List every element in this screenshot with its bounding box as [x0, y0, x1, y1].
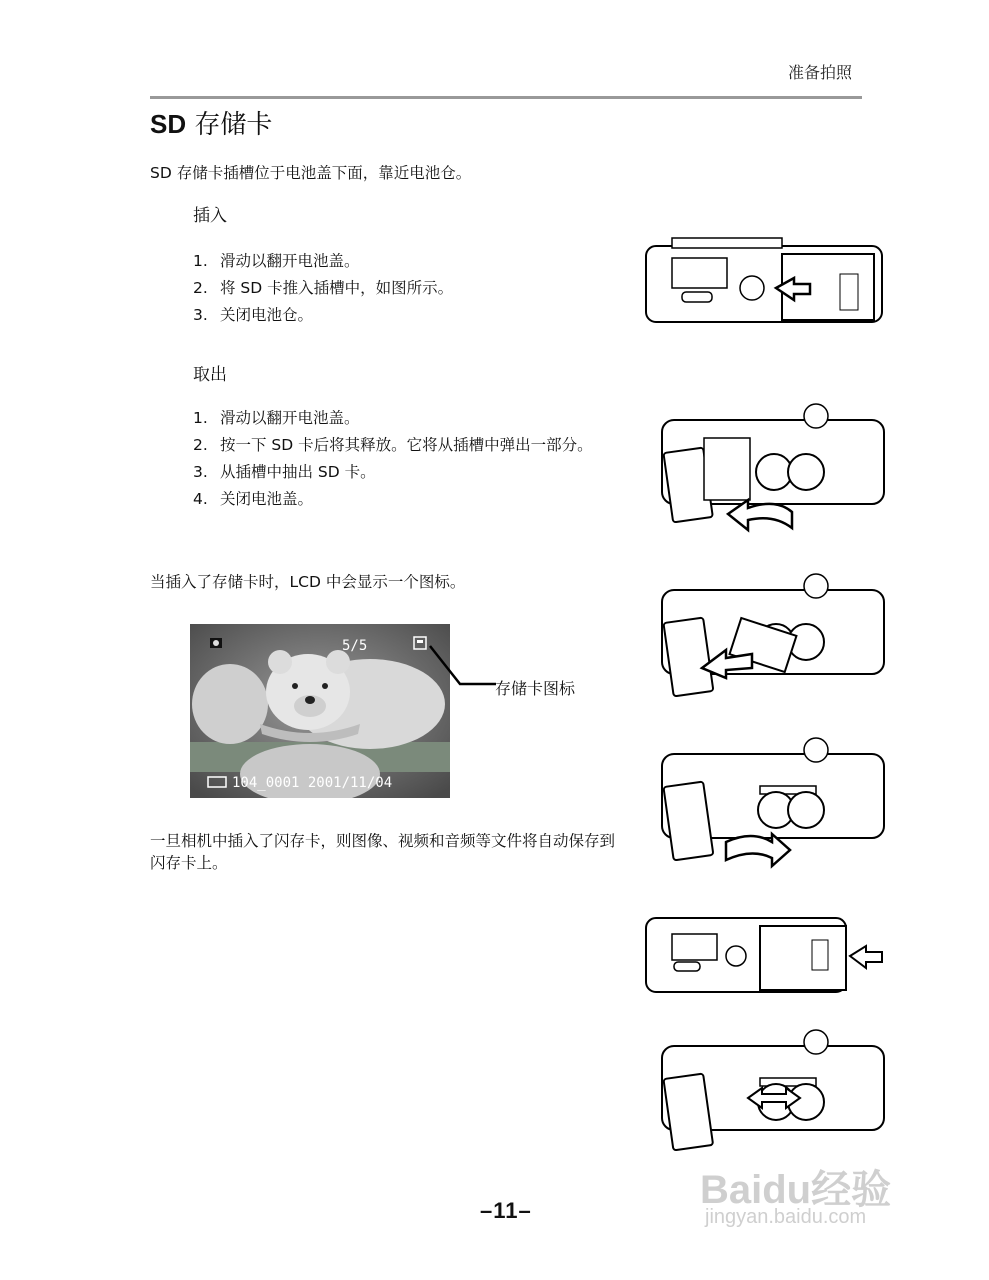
list-item: 2. 按一下 SD 卡后将其释放。它将从插槽中弹出一部分。 — [193, 436, 593, 454]
lcd-counter: 5/5 — [342, 638, 368, 654]
insert-heading: 插入 — [193, 206, 227, 226]
list-item: 3. 从插槽中抽出 SD 卡。 — [193, 463, 376, 481]
remove-steps — [193, 407, 625, 515]
section-title — [150, 104, 272, 141]
watermark-url: jingyan.baidu.com — [705, 1206, 867, 1228]
lcd-preview-graphic — [190, 624, 450, 798]
running-header: 准备拍照 — [788, 63, 853, 82]
header-rule — [150, 96, 862, 99]
camera-card-inserted-illustration — [656, 736, 888, 872]
callout-leader-line — [420, 640, 500, 690]
watermark-logo: Baidu经验 — [700, 1168, 892, 1212]
camera-card-insert-illustration — [656, 572, 888, 702]
list-item: 3. 关闭电池仓。 — [193, 306, 314, 324]
lcd-preview-image — [190, 624, 450, 798]
list-item: 4. 关闭电池盖。 — [193, 490, 314, 508]
camera-back-close-illustration — [642, 912, 888, 998]
camera-remove-illustration — [656, 402, 888, 540]
camera-back-insert-illustration — [642, 236, 890, 332]
list-item: 1. 滑动以翻开电池盖。 — [193, 409, 360, 427]
page-number: –11– — [480, 1198, 532, 1223]
insert-steps — [193, 250, 613, 331]
sd-icon-callout-label: 存储卡图标 — [495, 679, 576, 698]
section-title-latin: SD — [150, 109, 187, 139]
list-item: 2. 将 SD 卡推入插槽中，如图所示。 — [193, 279, 454, 297]
remove-heading: 取出 — [193, 365, 227, 385]
lcd-file-info: 104_0001 2001/11/04 — [232, 775, 393, 791]
section-title-cjk: 存储卡 — [194, 110, 273, 140]
auto-save-note: 一旦相机中插入了闪存卡，则图像、视频和音频等文件将自动保存到闪存卡上。 — [150, 832, 616, 872]
lcd-note: 当插入了存储卡时，LCD 中会显示一个图标。 — [150, 573, 466, 591]
camera-card-eject-illustration — [656, 1028, 888, 1158]
intro-paragraph: SD 存储卡插槽位于电池盖下面，靠近电池仓。 — [150, 164, 472, 182]
list-item: 1. 滑动以翻开电池盖。 — [193, 252, 360, 270]
